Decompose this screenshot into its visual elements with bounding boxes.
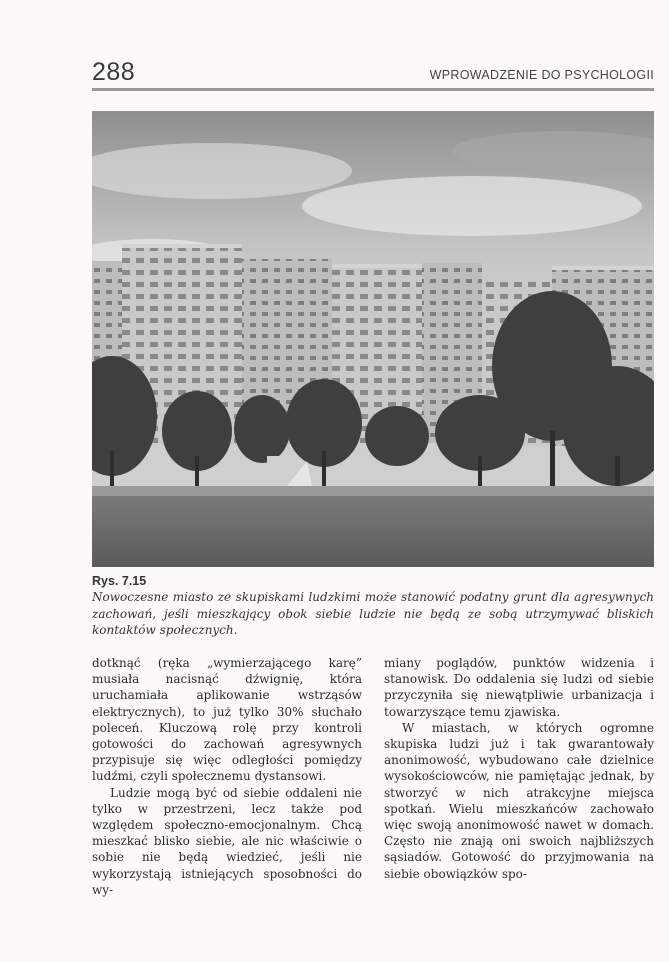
paragraph: dotknąć (ręka „wymierzającego karę” musiała nacisnąć dźwignię, która uruchamiała aplikowanie wstrząsów elektrycznych), to już tylko 30% słuchało poleceń. Kluczową rolę przy kontroli gotowości do zachowań agresywnych przypisuje się więc odległości pomiędzy ludźmi, czyli społecznemu dystansowi. — [92, 656, 362, 784]
paragraph: W miastach, w których ogromne skupiska ludzi już i tak gwarantowały anonimowość, wybudowano całe dzielnice wysokościowców, nie pamiętając jednak, by stworzyć w nich atrakcyjne miejsca spotkań. Wielu mieszkańców zachowało więc swoją anonimowość nawet w domach. Często nie znają oni swoich najbliższych sąsiadów. Gotowość do przyjmowania na siebie obowiązków spo- — [384, 720, 654, 881]
page-header — [92, 58, 654, 88]
header-rule — [92, 88, 654, 91]
figure-caption-text: Nowoczesne miasto ze skupiskami ludzkimi może stanowić podatny grunt dla agresywnych zachowań, jeśli mieszkający obok siebie ludzie nie będą ze sobą utrzymywać bliskich kontaktów społecznych. — [92, 590, 654, 637]
running-head: WPROWADZENIE DO PSYCHOLOGII — [429, 68, 654, 82]
figure-label: Rys. 7.15 — [92, 574, 147, 588]
page-number: 288 — [92, 58, 136, 86]
figure-caption — [92, 574, 654, 639]
apartment-blocks-photo — [92, 111, 654, 567]
figure-photo — [92, 111, 654, 567]
paragraph: miany poglądów, punktów widzenia i stanowisk. Do oddalenia się ludzi od siebie przyczyniła się niewątpliwie urbanizacja i towarzyszące temu zjawiska. — [384, 656, 654, 719]
paragraph: Ludzie mogą być od siebie oddaleni nie tylko w przestrzeni, lecz także pod względem społeczno-emocjonalnym. Chcą mieszkać blisko siebie, ale nic właściwie o sobie nie będą wiedzieć, jeśli nie wykorzystają istniejących sposobności do wy- — [92, 785, 362, 897]
right-column — [384, 655, 654, 882]
left-column — [92, 655, 362, 898]
